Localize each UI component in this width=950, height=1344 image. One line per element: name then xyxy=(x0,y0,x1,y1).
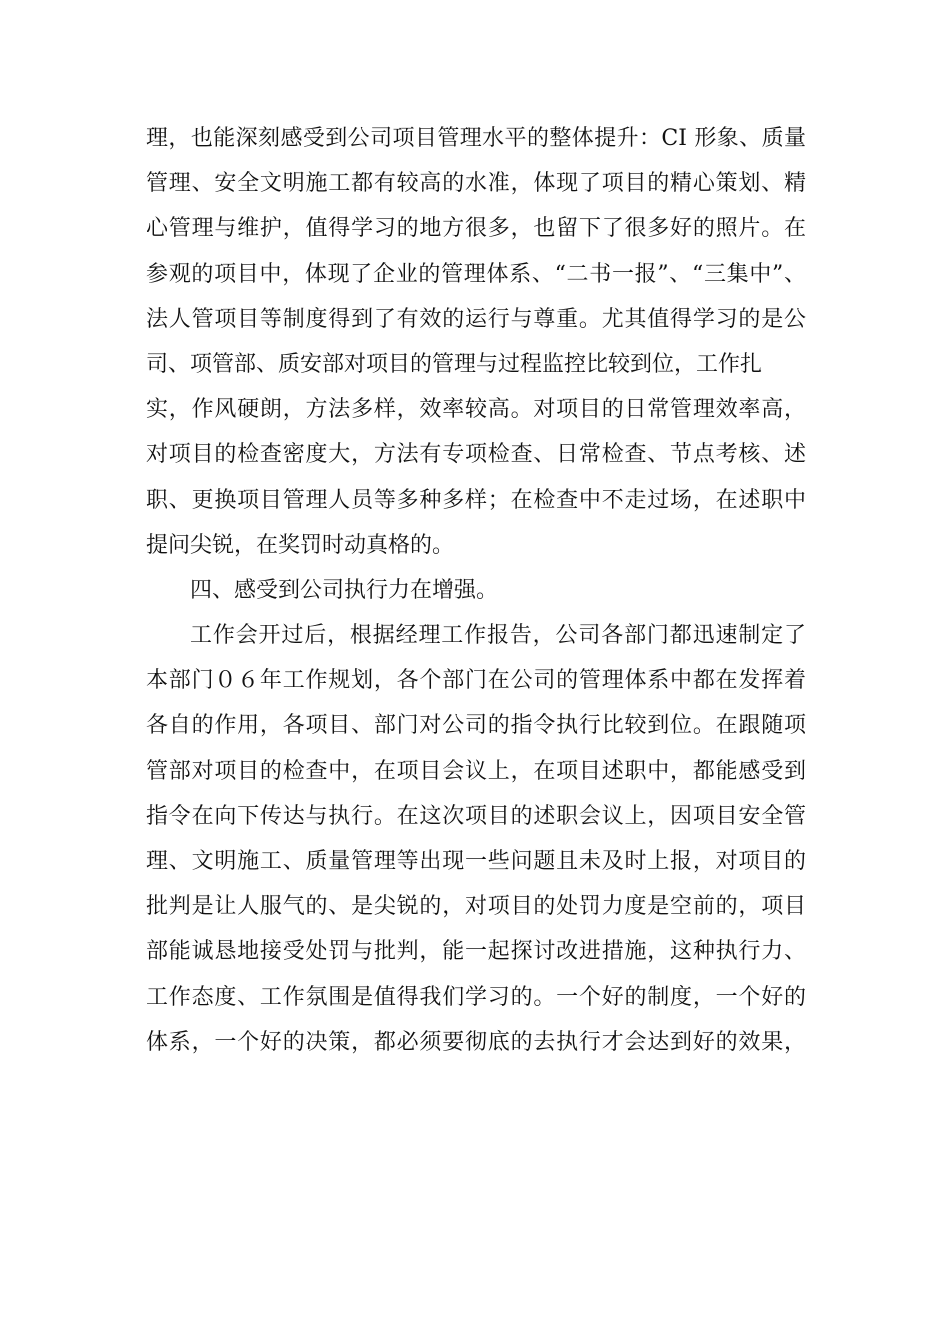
text-line: 各自的作用，各项目、部门对公司的指令执行比较到位。在跟随项 xyxy=(146,713,806,739)
text-line: 理、文明施工、质量管理等出现一些问题且未及时上报，对项目的 xyxy=(146,849,806,874)
text-line: 参观的项目中，体现了企业的管理体系、“二书一报”、“三集中”、 xyxy=(146,261,806,287)
text-line: 工作态度、工作氛围是值得我们学习的。一个好的制度，一个好的 xyxy=(146,984,806,1010)
text-line: 心管理与维护，值得学习的地方很多，也留下了很多好的照片。在 xyxy=(146,216,806,242)
text-line: 部能诚恳地接受处罚与批判，能一起探讨改进措施，这种执行力、 xyxy=(146,939,806,965)
text-line: 体系，一个好的决策，都必须要彻底的去执行才会达到好的效果， xyxy=(146,1029,806,1055)
text-line: 提问尖锐，在奖罚时动真格的。 xyxy=(146,532,455,558)
text-line: 批判是让人服气的、是尖锐的，对项目的处罚力度是空前的，项目 xyxy=(146,894,806,920)
text-line: 对项目的检查密度大，方法有专项检查、日常检查、节点考核、述 xyxy=(146,442,806,468)
body-text xyxy=(146,116,806,1065)
text-line: 管部对项目的检查中，在项目会议上，在项目述职中，都能感受到 xyxy=(146,758,806,784)
text-line: 职、更换项目管理人员等多种多样；在检查中不走过场，在述职中 xyxy=(146,487,806,513)
text-line: 司、项管部、质安部对项目的管理与过程监控比较到位，工作扎 xyxy=(146,351,763,377)
text-line: 本部门０６年工作规划，各个部门在公司的管理体系中都在发挥着 xyxy=(146,668,806,694)
text-line: 实，作风硬朗，方法多样，效率较高。对项目的日常管理效率高， xyxy=(146,397,806,423)
text-line: 指令在向下传达与执行。在这次项目的述职会议上，因项目安全管 xyxy=(146,803,806,829)
text-line: 理，也能深刻感受到公司项目管理水平的整体提升：CI 形象、质量 xyxy=(146,126,806,151)
section-heading: 四、感受到公司执行力在增强。 xyxy=(190,577,499,603)
text-line: 法人管项目等制度得到了有效的运行与尊重。尤其值得学习的是公 xyxy=(146,306,806,332)
text-line: 管理、安全文明施工都有较高的水准，体现了项目的精心策划、精 xyxy=(146,171,806,197)
text-line: 工作会开过后，根据经理工作报告，公司各部门都迅速制定了 xyxy=(190,623,806,649)
